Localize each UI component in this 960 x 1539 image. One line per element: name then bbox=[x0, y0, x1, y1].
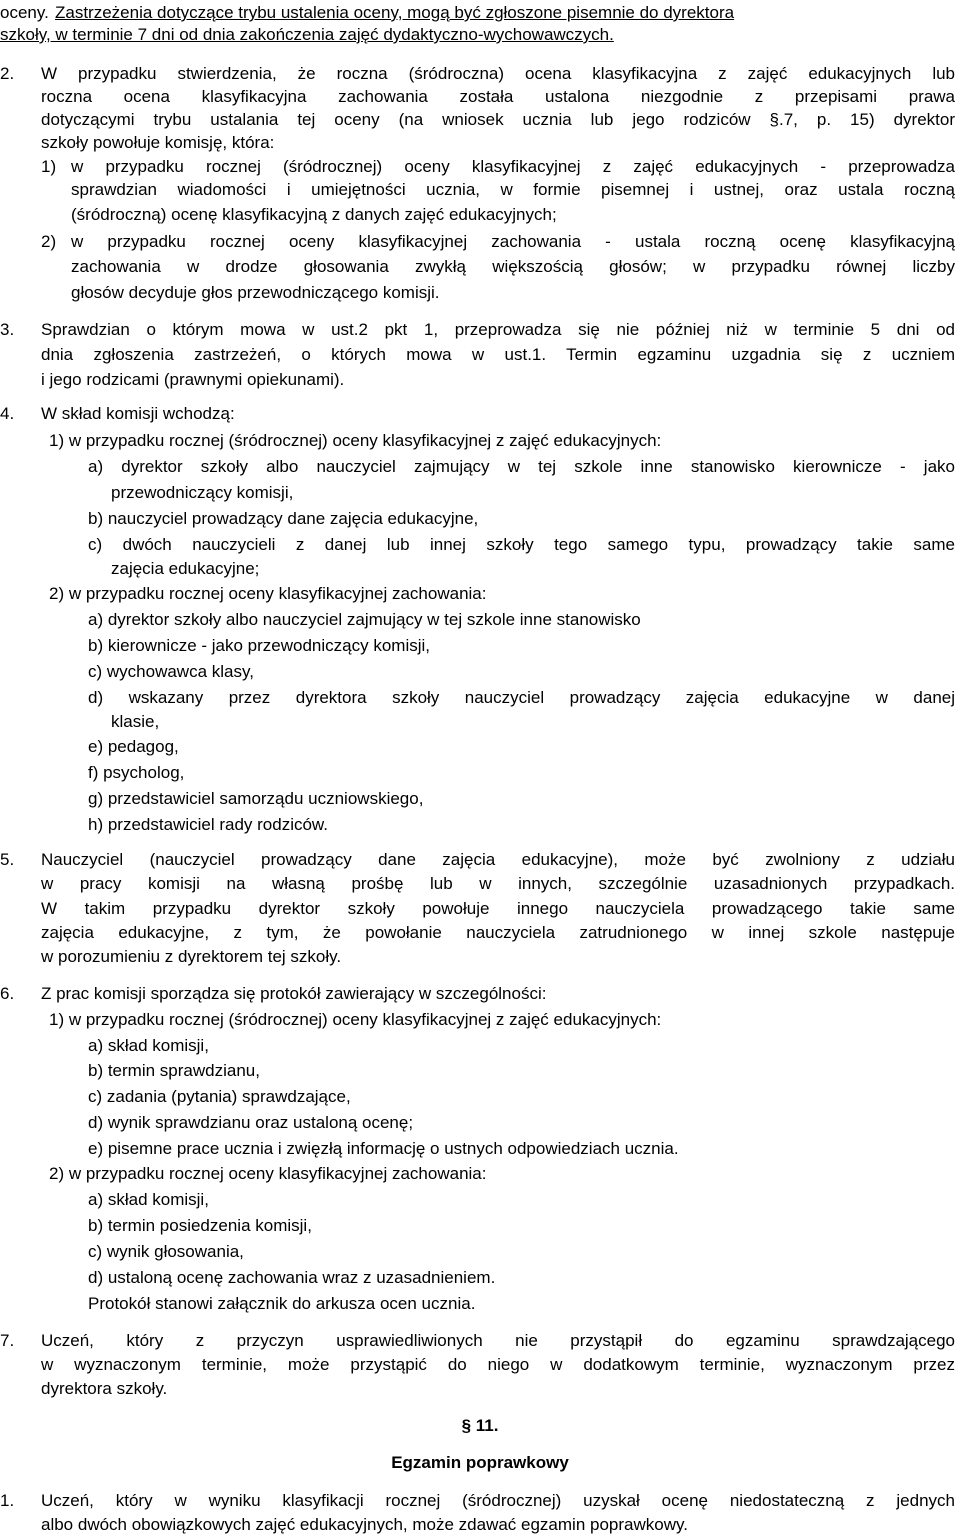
item-number: 1) bbox=[41, 157, 57, 176]
paragraph-number: 1. bbox=[0, 1491, 15, 1510]
item-text: 2) w przypadku rocznej oceny klasyfikacyjnej zachowania: bbox=[49, 584, 487, 603]
intro-text-start: oceny. bbox=[0, 3, 49, 22]
sub-item bbox=[0, 633, 960, 659]
paragraph-text: zajęcia edukacyjne, z tym, że powołanie nauczyciela zatrudnionego w innej szkole następuje bbox=[41, 923, 955, 942]
sub-item bbox=[0, 1239, 960, 1265]
paragraph-text: Uczeń, który z przyczyn usprawiedliwionych nie przystąpił do egzaminu sprawdzającego bbox=[41, 1331, 955, 1350]
item-text: 1) w przypadku rocznej (śródrocznej) oceny klasyfikacyjnej z zajęć edukacyjnych: bbox=[49, 1010, 662, 1029]
sub-item bbox=[0, 786, 960, 812]
paragraph-text: dyrektora szkoły. bbox=[41, 1379, 168, 1398]
sub-item bbox=[0, 734, 960, 760]
list-item bbox=[0, 229, 960, 255]
sub-item bbox=[0, 1110, 960, 1136]
item-text: h) przedstawiciel rady rodziców. bbox=[88, 815, 328, 834]
item-text: b) kierownicze - jako przewodniczący komisji, bbox=[88, 636, 431, 655]
paragraph-number: 7. bbox=[0, 1331, 15, 1350]
sub-item bbox=[0, 480, 960, 506]
item-text: c) wynik głosowania, bbox=[88, 1242, 244, 1261]
item-number: 2) bbox=[41, 232, 57, 251]
item-text: głosów decyduje głos przewodniczącego komisji. bbox=[71, 283, 440, 302]
paragraph-text: i jego rodzicami (prawnymi opiekunami). bbox=[41, 370, 345, 389]
paragraph-2-line bbox=[0, 130, 960, 156]
item-text: c) zadania (pytania) sprawdzające, bbox=[88, 1087, 351, 1106]
paragraph-3-line bbox=[0, 317, 960, 343]
item-text: zajęcia edukacyjne; bbox=[111, 559, 260, 578]
item-text: f) psycholog, bbox=[88, 763, 185, 782]
paragraph-7-line bbox=[0, 1352, 960, 1378]
sub-item bbox=[0, 1213, 960, 1239]
sub-item bbox=[0, 1265, 960, 1291]
item-text: klasie, bbox=[111, 712, 160, 731]
sub-item bbox=[0, 709, 960, 735]
protocol-note: Protokół stanowi załącznik do arkusza ocen ucznia. bbox=[88, 1294, 476, 1313]
item-text: b) termin posiedzenia komisji, bbox=[88, 1216, 312, 1235]
item-text: a) skład komisji, bbox=[88, 1190, 209, 1209]
paragraph-text: roczna ocena klasyfikacyjna zachowania została ustalona niezgodnie z przepisami prawa bbox=[41, 87, 955, 106]
sub-item bbox=[0, 1084, 960, 1110]
item-text: d) ustaloną ocenę zachowania wraz z uzasadnieniem. bbox=[88, 1268, 496, 1287]
item-text: (śródroczną) ocenę klasyfikacyjną z danych zajęć edukacyjnych; bbox=[71, 205, 557, 224]
sub-item bbox=[0, 1033, 960, 1059]
item-text: w przypadku rocznej (śródrocznej) oceny klasyfikacyjnej z zajęć edukacyjnych - przeprowadza bbox=[71, 157, 955, 176]
sub-item bbox=[0, 685, 960, 711]
item-text: w przypadku rocznej oceny klasyfikacyjnej zachowania - ustala roczną ocenę klasyfikacyjną bbox=[71, 232, 955, 251]
paragraph-text: W przypadku stwierdzenia, że roczna (śródroczna) ocena klasyfikacyjna z zajęć edukacyjnych lub bbox=[41, 64, 955, 83]
sub-item bbox=[0, 532, 960, 558]
paragraph-5-line bbox=[0, 944, 960, 970]
paragraph-3-line bbox=[0, 367, 960, 393]
paragraph-number: 4. bbox=[0, 404, 15, 423]
paragraph-text: dnia zgłoszenia zastrzeżeń, o których mowa w ust.1. Termin egzaminu uzgadnia się z uczniem bbox=[41, 345, 955, 364]
paragraph-number: 2. bbox=[0, 64, 15, 83]
item-text: sprawdzian wiadomości i umiejętności ucznia, w formie pisemnej i ustnej, oraz ustala roczną bbox=[71, 180, 955, 199]
paragraph-text: W skład komisji wchodzą: bbox=[41, 404, 235, 423]
intro-underlined-text: szkoły, w terminie 7 dni od dnia zakończenia zajęć dydaktyczno-wychowawczych. bbox=[0, 25, 614, 44]
paragraph-text: albo dwóch obowiązkowych zajęć edukacyjnych, może zdawać egzamin poprawkowy. bbox=[41, 1515, 688, 1534]
list-item bbox=[0, 202, 960, 228]
list-item bbox=[0, 254, 960, 280]
paragraph-number: 5. bbox=[0, 850, 15, 869]
section-number: § 11. bbox=[461, 1416, 499, 1435]
sub-item bbox=[0, 556, 960, 582]
item-text: a) skład komisji, bbox=[88, 1036, 209, 1055]
sub-item bbox=[0, 506, 960, 532]
sub-item bbox=[0, 659, 960, 685]
item-text: przewodniczący komisji, bbox=[111, 483, 294, 502]
paragraph-5-line bbox=[0, 847, 960, 873]
item-text: d) wskazany przez dyrektora szkoły nauczyciel prowadzący zajęcia edukacyjne w danej bbox=[88, 688, 955, 707]
sub-item bbox=[0, 1058, 960, 1084]
list-item bbox=[0, 1161, 960, 1187]
sub-item bbox=[0, 1136, 960, 1162]
list-item bbox=[0, 581, 960, 607]
item-text: e) pisemne prace ucznia i zwięzłą informację o ustnych odpowiedziach ucznia. bbox=[88, 1139, 679, 1158]
paragraph-text: Uczeń, który w wyniku klasyfikacji rocznej (śródrocznej) uzyskał ocenę niedostateczną z jednych bbox=[41, 1491, 955, 1510]
paragraph-3-line bbox=[0, 342, 960, 368]
item-text: e) pedagog, bbox=[88, 737, 179, 756]
paragraph-number: 6. bbox=[0, 984, 15, 1003]
egzamin-item-line bbox=[0, 1488, 960, 1514]
paragraph-5-line bbox=[0, 920, 960, 946]
paragraph-text: Sprawdzian o którym mowa w ust.2 pkt 1, przeprowadza się nie później niż w terminie 5 dni od bbox=[41, 320, 955, 339]
intro-underlined-text: Zastrzeżenia dotyczące trybu ustalenia oceny, mogą być zgłoszone pisemnie do dyrektora bbox=[55, 3, 735, 22]
paragraph-text: w wyznaczonym terminie, może przystąpić do niego w dodatkowym terminie, wyznaczonym przez bbox=[41, 1355, 955, 1374]
list-item bbox=[0, 428, 960, 454]
paragraph-5-line bbox=[0, 871, 960, 897]
intro-line bbox=[0, 22, 960, 48]
sub-item bbox=[0, 454, 960, 480]
paragraph-text: szkoły powołuje komisję, która: bbox=[41, 133, 275, 152]
paragraph-6-line bbox=[0, 981, 960, 1007]
sub-item bbox=[0, 1187, 960, 1213]
paragraph-7-line bbox=[0, 1328, 960, 1354]
paragraph-text: W takim przypadku dyrektor szkoły powołuje innego nauczyciela prowadzącego takie same bbox=[41, 899, 955, 918]
item-text: a) dyrektor szkoły albo nauczyciel zajmujący w tej szkole inne stanowisko bbox=[88, 610, 641, 629]
paragraph-5-line bbox=[0, 896, 960, 922]
section-title: Egzamin poprawkowy bbox=[391, 1453, 569, 1472]
paragraph-text: w porozumieniu z dyrektorem tej szkoły. bbox=[41, 947, 342, 966]
sub-item bbox=[0, 812, 960, 838]
paragraph-text: Z prac komisji sporządza się protokół zawierający w szczególności: bbox=[41, 984, 547, 1003]
item-text: g) przedstawiciel samorządu uczniowskiego, bbox=[88, 789, 424, 808]
item-text: 1) w przypadku rocznej (śródrocznej) oceny klasyfikacyjnej z zajęć edukacyjnych: bbox=[49, 431, 662, 450]
paragraph-4-line bbox=[0, 401, 960, 427]
item-text: c) dwóch nauczycieli z danej lub innej szkoły tego samego typu, prowadzący takie same bbox=[88, 535, 955, 554]
egzamin-item-line bbox=[0, 1512, 960, 1538]
item-text: d) wynik sprawdzianu oraz ustaloną ocenę; bbox=[88, 1113, 414, 1132]
item-text: b) nauczyciel prowadzący dane zajęcia edukacyjne, bbox=[88, 509, 479, 528]
list-item bbox=[0, 280, 960, 306]
paragraph-text: w pracy komisji na własną prośbę lub w innych, szczególnie uzasadnionych przypadkach. bbox=[41, 874, 955, 893]
item-text: b) termin sprawdzianu, bbox=[88, 1061, 260, 1080]
item-text: zachowania w drodze głosowania zwykłą większością głosów; w przypadku równej liczby bbox=[71, 257, 955, 276]
item-text: 2) w przypadku rocznej oceny klasyfikacyjnej zachowania: bbox=[49, 1164, 487, 1183]
list-item bbox=[0, 177, 960, 203]
paragraph-text: dotyczącymi trybu ustalania tej oceny (na wniosek ucznia lub jego rodziców §.7, p. 15) dyrektor bbox=[41, 110, 955, 129]
item-text: a) dyrektor szkoły albo nauczyciel zajmujący w tej szkole inne stanowisko kierownicze - jako bbox=[88, 457, 955, 476]
sub-item bbox=[0, 760, 960, 786]
protocol-note-line bbox=[0, 1291, 960, 1317]
paragraph-7-line bbox=[0, 1376, 960, 1402]
list-item bbox=[0, 1007, 960, 1033]
sub-item bbox=[0, 607, 960, 633]
paragraph-text: Nauczyciel (nauczyciel prowadzący dane zajęcia edukacyjne), może być zwolniony z udziału bbox=[41, 850, 955, 869]
item-text: c) wychowawca klasy, bbox=[88, 662, 254, 681]
paragraph-number: 3. bbox=[0, 320, 15, 339]
